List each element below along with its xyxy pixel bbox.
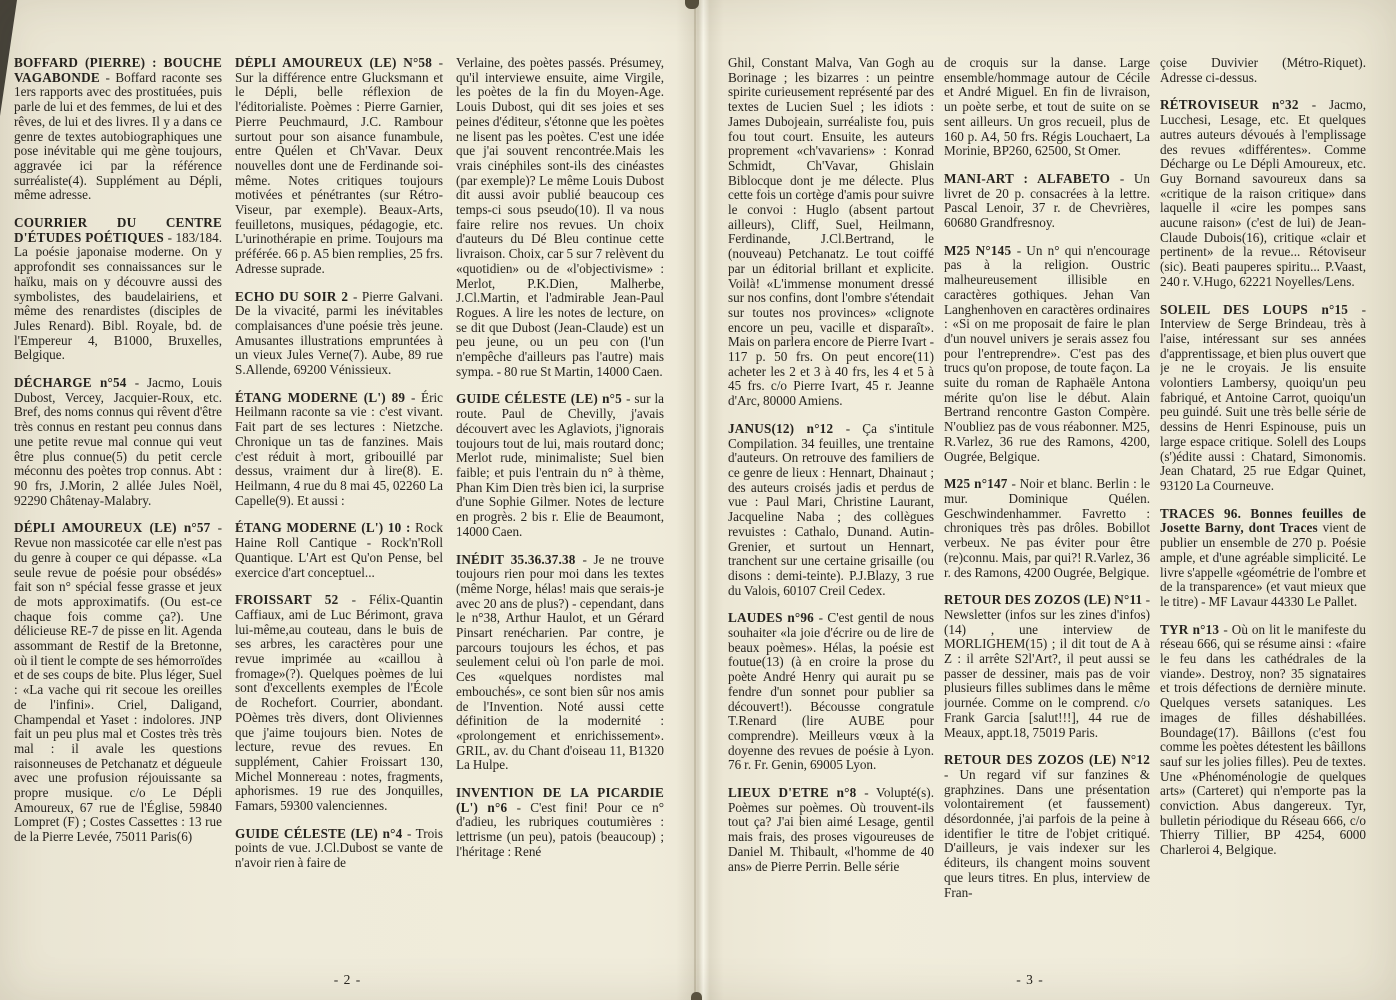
- entry-title: TYR n°13: [1160, 621, 1224, 637]
- entry-title: INVENTION DE LA PICARDIE (L') n°6: [456, 785, 664, 815]
- text-column: [1160, 56, 1366, 971]
- review-entry: INÉDIT 35.36.37.38 - Je ne trouve toujours rien pour moi dans les textes (même Norge, hélas! mais que serais-je avec 20 ans de plus?) - cependant, dans le n°38, Arthur Haulot, et un Gérard Pinsart renécharien. Par contre, je parcours toujours les échos, et pas seulement celui où l'on parle de moi. Ces «quelques nordistes mal embouchés», ce sont bien sûr nos amis de l'Invention. Noté aussi cette définition de la modernité : «prolongement et enrichissement». GRIL, av. du Chant d'oiseau 11, B1320 La Hulpe.: [456, 551, 664, 773]
- page-left: [0, 0, 695, 1000]
- review-entry: RETOUR DES ZOZOS (LE) N°12 - Un regard vif sur fanzines & graphzines. Dans une présentation volontairement (et faussement) désordonnée, j'ai parfois de la peine à identifier le titre de l'objet critiqué. D'ailleurs, je vais indexer sur les éditeurs, ils changent moins souvent que leurs titres. En plus, interview de Fran-: [944, 752, 1150, 900]
- entry-title: ECHO DU SOIR 2: [235, 288, 353, 304]
- fold-notch-top: [685, 0, 699, 9]
- review-entry: SOLEIL DES LOUPS n°15 - Interview de Serge Brindeau, très à l'aise, intéressant sur ses années d'apprentissage, et bien plus ouvert que je ne le croyais. Je lis ensuite volontiers Lambersy, quoiqu'un peu fabriqué, et Antoine Carrot, quoiqu'un peu guindé. Suit une très belle série de dessins de Henri Espinouse, puis un large espace critique. Solell des Loups (s')édite aussi : Chatard, Simonomis. Jean Chatard, 25 rue Edgar Quinet, 93120 La Courneuve.: [1160, 301, 1366, 493]
- entry-title: BOFFARD (PIERRE) : BOUCHE VAGABONDE: [14, 56, 222, 85]
- text-column: [235, 56, 443, 971]
- review-entry: GUIDE CÉLESTE (LE) n°4 - Trois points de vue. J.Cl.Dubost se vante de n'avoir rien à faire de: [235, 825, 443, 871]
- entry-title: LAUDES n°96: [728, 610, 819, 626]
- entry-title: FROISSART 52: [235, 592, 352, 608]
- page-right-columns: [728, 56, 1366, 971]
- review-entry: DÉPLI AMOUREUX (LE) n°57 - Revue non massicotée car elle n'est pas du genre à couper ce qui dépasse. «La seule revue de poésie pour obsédés» fait son n° spécial fesse grasse et jeux de mots approximatifs. (Ou est-ce chaque fois comme ça?). Une délicieuse RE-7 de pisse en lit. Agenda assommant de Restif de la Bretonne, où il tient le compte de ses hémorroïdes et de ses coups de bite. Plus léger, Suel : «La vache qui rit secoue les oreilles de l'infini». Criel, Daligand, Champendal et Yaset : indolores. JNP fait un peu plus mal et Costes très très mal : il avale les questions raisonneuses de Petchanatz et dégueule avec une profusion réjouissante sa propre musique. c/o Le Dépli Amoureux, 67 rue de l'Église, 59840 Lompret (F) ; Costes Cassettes : 13 rue de la Pierre Levée, 75011 Paris(6): [14, 520, 222, 845]
- review-entry: INVENTION DE LA PICARDIE (L') n°6 - C'est fini! Pour ce n° d'adieu, les rubriques coutumières : lettrisme (un peu), patois (beaucoup) ; l'héritage : René: [456, 785, 664, 859]
- entry-title: ÉTANG MODERNE (L') 10 :: [235, 520, 416, 536]
- page-number-left: - 2 -: [333, 972, 362, 987]
- page-left-columns: [14, 56, 664, 971]
- review-entry: ECHO DU SOIR 2 - Pierre Galvani. De la vivacité, parmi les inévitables complaisances d'une poésie très jeune. Amusantes illustrations empruntées à un vieux Jules Verne(7). Aube, 89 rue S.Allende, 69200 Vénissieux.: [235, 288, 443, 378]
- review-entry: M25 N°145 - Un n° qui n'encourage pas à la religion. Oustric malheureusement illisible en caractères gothiques. Jehan Van Langhenhoven en caractères ordinaires : «Si on me proposait de faire le plan d'un nouvel univers je serais assez fou pour l'entreprendre». C'est pas des trucs qu'on propose, de toute façon. La suite du roman de Raphaële Antona mérite qu'on lise le début. Alain Bertrand rencontre Gaston Compère. N'oubliez pas de vous réabonner. M25, R.Varlez, 36 rue des Ramons, 4200, Ougrée, Belgique.: [944, 242, 1150, 464]
- review-entry: BOFFARD (PIERRE) : BOUCHE VAGABONDE - Boffard raconte ses 1ers rapports avec des prostituées, puis parle de lui et des femmes, de lui et des rêves, de lui et des livres. Il y a dans ce genre de textes autobiographiques une pose inévitable qui me gène toujours, aggravée ici par la référence surréaliste(4). Supplément au Dépli, même adresse.: [14, 56, 222, 203]
- review-entry: COURRIER DU CENTRE D'ÉTUDES POÉTIQUES - 183/184. La poésie japonaise moderne. On y approfondit ses connaissances sur le haïku, mais on y découvre aussi des symbolistes, des baudelairiens, et même des renardistes (disciples de Jules Renard). Bibl. Royale, bd. de l'Empereur 4, B1000, Bruxelles, Belgique.: [14, 215, 222, 363]
- entry-title: DÉPLI AMOUREUX (LE) N°58: [235, 56, 439, 70]
- review-entry: ÉTANG MODERNE (L') 89 - Éric Heilmann raconte sa vie : c'est vivant. Fait part de ses lectures : Nietzche. Chronique un tas de fanzines. Mais c'est réduit à mort, gribouillé par dessus, vraiment dur à lire(8). E. Heilmann, 4 rue du 8 mai 45, 02260 La Capelle(9). Et aussi :: [235, 389, 443, 508]
- review-entry: RETOUR DES ZOZOS (LE) N°11 - Newsletter (infos sur les zines d'infos)(14) , une interview de MORLIGHEM(15) ; il dit tout de A à Z : il arrête S2l'Art?, il peut aussi se passer de dessiner, mais pas de voir plusieurs filles sublimes dans le même journée. Comme on le comprend. c/o Frank Garcia [salut!!!], 44 rue de Meaux, appt.18, 75019 Paris.: [944, 592, 1150, 740]
- review-entry: RÉTROVISEUR n°32 - Jacmo, Lucchesi, Lesage, etc. Et quelques autres auteurs dévoués à l'emplissage des revues «différentes». Comme Décharge ou Le Dépli Amoureux, etc. Guy Bornand savoureux dans sa «critique de la raison critique» dans laquelle il «cire les pompes sans aucune raison» (c'est de lui) de Jean-Claude Dubois(16), critique «clair et pertinent» de la revue... Rétoviseur (sic). Beati pauperes spiritu... P.Vaast, 240 r. V.Hugo, 62221 Noyelles/Lens.: [1160, 97, 1366, 289]
- review-entry: JANUS(12) n°12 - Ça s'intitule Compilation. 34 feuilles, une trentaine d'auteurs. On retrouve des familiers de ce genre de lieux : Hennart, Dhainaut ; des auteurs croisés jadis et perdus de vue : Paul Mari, Christine Laurant, Jacqueline Naba ; des collègues revuistes : Cathalo, Dunand. Autin-Grenier, et surtout un Hennart, tranchent sur une certaine grisaille (ou disons : demi-teinte). P.J.Blazy, 3 rue du Valois, 60107 Creil Cedex.: [728, 420, 934, 598]
- entry-title: GUIDE CÉLESTE (LE) n°5: [456, 391, 627, 407]
- entry-title: SOLEIL DES LOUPS n°15: [1160, 301, 1362, 317]
- entry-title: M25 N°145: [944, 242, 1017, 258]
- entry-title: JANUS(12) n°12: [728, 420, 846, 436]
- review-entry: DÉCHARGE n°54 - Jacmo, Louis Dubost, Vercey, Jacquier-Roux, etc. Bref, des noms connus qui rêvent d'être très connus en restant peu connus dans une petite revue mal connue qui veut être plus connue(5) du petit cercle méconnu des poètes trop connus. Abt : 90 frs, J.Morin, 2 allée Jules Noël, 92290 Châtenay-Malabry.: [14, 375, 222, 508]
- entry-title: RÉTROVISEUR n°32: [1160, 97, 1312, 113]
- entry-title: RETOUR DES ZOZOS (LE) N°12: [944, 752, 1150, 768]
- entry-title: INÉDIT 35.36.37.38: [456, 551, 583, 567]
- review-entry: çoise Duvivier (Métro-Riquet). Adresse ci-dessus.: [1160, 56, 1366, 85]
- page-number-right: - 3 -: [1016, 972, 1044, 987]
- text-column: [728, 56, 934, 971]
- entry-title: COURRIER DU CENTRE D'ÉTUDES POÉTIQUES: [14, 215, 222, 245]
- entry-title: MANI-ART : ALFABETO: [944, 170, 1120, 186]
- review-entry: M25 n°147 - Noir et blanc. Berlin : le mur. Dominique Quélen. Geschwindenhammer. Favretto : chroniques très pas drôles. Bobillot verbeux. Ne pas éviter pour être (re)connu. Mais, par qui?! R.Varlez, 36 r. des Ramons, 4200 Ougrée, Belgique.: [944, 476, 1150, 580]
- entry-title: GUIDE CÉLESTE (LE) n°4: [235, 825, 408, 841]
- page-right: [720, 0, 1380, 1000]
- text-column: [456, 56, 664, 971]
- entry-title: RETOUR DES ZOZOS (LE) N°11: [944, 592, 1146, 608]
- entry-title: M25 n°147: [944, 476, 1012, 492]
- entry-title: DÉCHARGE n°54: [14, 375, 135, 391]
- review-entry: Verlaine, des poètes passés. Présumey, qu'il interviewe ensuite, aime Virgile, les poètes de la fin du Moyen-Age. Louis Dubost, qui dit ses joies et ses peines d'éditeur, s'étonne que les poètes ne lisent pas les poètes. C'est une idée que j'ai souvent rencontrée.Mais les vrais cinéphiles sont-ils des cinéastes (par exemple)? Le même Louis Dubost dit aussi avoir publié beaucoup ces temps-ci sous pseudo(10). Il va nous faire relire nos revues. Un choix d'auteurs du Dé Bleu continue cette livraison. Choix, car 5 sur 7 relèvent du «quotidien» ou de «l'objectivisme» : Merlot, P.K.Dien, Malherbe, J.Cl.Martin, et l'admirable Jean-Paul Rogues. A lire les notes de lecture, on se dit que Dubost (Jean-Claude) est un peu jeune, ou un peu con (l'un n'empêche d'ailleurs pas l'autre) mais sympa. - 80 rue St Martin, 14000 Caen.: [456, 56, 664, 379]
- review-entry: ÉTANG MODERNE (L') 10 : Rock Haine Roll Cantique - Rock'n'Roll Quantique. L'Art est Qu'on Pense, bel exercice d'art conceptuel...: [235, 520, 443, 580]
- text-column: [944, 56, 1150, 971]
- review-entry: de croquis sur la danse. Large ensemble/hommage autour de Cécile et André Miguel. En fin de livraison, un poète serbe, et tout de suite on se sent ailleurs. Un gros recueil, plus de 160 p. A4, 50 frs. Régis Louchaert, La Morinie, BP260, 62500, St Omer.: [944, 56, 1150, 159]
- review-entry: Ghil, Constant Malva, Van Gogh au Borinage ; les bizarres : un peintre spirite curieusement représenté par des textes de Lucien Suel ; les idiots : James Dubojeain, surréaliste fou, puis fou tout court. Ensuite, les auteurs proprement «ch'vavariens» : Konrad Schmidt, Ch'Vavar, Ghislain Biblocque dont je me délecte. Plus cette fois un cortège d'amis pour suivre le convoi : Huglo (absent partout ailleurs), Cliff, Suel, Heilmann, Ferdinande, J.Cl.Bertrand, le (nouveau) Petchanatz. Le tout coiffé par un éditorial brillant et explicite. Voilà! «L'immense monument dressé sur nos confins, dont l'ombre s'étendait sur toutes nos provinces» «clignote encore un peu, vacille et disparaît». Mais on parlera encore de Pierre Ivart - 117 p. 50 frs. On peut encore(11) acheter les 2 et 3 à 40 frs, les 4 et 5 à 45 frs. c/o Pierre Ivart, 45 r. Jeanne d'Arc, 80000 Amiens.: [728, 56, 934, 409]
- review-entry: GUIDE CÉLESTE (LE) n°5 - sur la route. Paul de Chevilly, j'avais découvert avec les Aglaviots, j'ignorais toujours tout de lui, mais routard donc; Merlot rude, minimaliste; Suel bien faible; et puis l'entrain du n° à thème, Phan Kim Dien très bien ici, la surprise d'une Sophie Gilmer. Notes de lecture en progrès. 2 bis r. Elie de Beaumont, 14000 Caen.: [456, 391, 664, 539]
- review-entry: LIEUX D'ETRE n°8 - Volupté(s). Poèmes sur poèmes. Où trouvent-ils tout ça? J'ai bien aimé Lesage, gentil mais frais, des proses vigoureuses de Daniel M. Thibault, «l'homme de 40 ans» de Pierre Perrin. Belle série: [728, 785, 934, 874]
- review-entry: MANI-ART : ALFABETO - Un livret de 20 p. consacrées à la lettre. Pascal Lenoir, 37 r. de Chevrières, 60680 Grandfresnoy.: [944, 170, 1150, 231]
- review-entry: TRACES 96. Bonnes feuilles de Josette Barny, dont Traces vient de publier un ensemble de 270 p. Poésie ample, et d'une agréable simplicité. Le livre s'appelle «géométrie de l'ombre et de la transparence» (et vaut mieux que le titre) - MF Lavaur 44330 Le Pallet.: [1160, 505, 1366, 609]
- entry-title: TRACES 96. Bonnes feuilles de Josette Barny, dont Traces: [1160, 505, 1366, 536]
- review-entry: DÉPLI AMOUREUX (LE) N°58 - Sur la différence entre Glucksmann et le Dépli, belle réflexion de l'éditorialiste. Poèmes : Pierre Garnier, Pierre Peuchmaurd, J.C. Rambour surtout pour son aisance funambule, entre Quélen et Ch'Vavar. Deux nouvelles dont une de Ferdinande soi-même. Notes critiques toujours motivées et pénétrantes (sur Rétro-Viseur, par exemple). Beaux-Arts, feuilletons, musiques, pédagogie, etc. L'urinothérapie en prime. Toujours ma préférée. 66 p. A5 bien remplies, 25 frs. Adresse suprade.: [235, 56, 443, 276]
- fold-notch-bottom: [691, 992, 702, 1000]
- entry-title: ÉTANG MODERNE (L') 89: [235, 389, 412, 405]
- text-column: [14, 56, 222, 971]
- review-entry: LAUDES n°96 - C'est gentil de nous souhaiter «la joie d'écrire ou de lire de beaux poèmes». Hélas, la poésie est foutue(13) (à en croire la prose du poète André Henry qui aurait pu se fendre d'un sonnet pour publier sa découvert!). Bécousse congratule T.Renard (lire AUBE pour comprendre). Meilleurs vœux à la doyenne des revues de poésie à Lyon. 76 r. Fr. Genin, 69005 Lyon.: [728, 610, 934, 773]
- review-entry: FROISSART 52 - Félix-Quantin Caffiaux, ami de Luc Bérimont, grava lui-même,au couteau, dans le buis de ses arbres, les caractères pour une revue imprimée au «caillou à fromage»(?). Quelques poèmes de lui sont d'excellents exemples de l'École de Rochefort. Courrier, abondant. POèmes très divers, dont Oliviennes que j'aime toujours bien. Notes de lecture, revue des revues. En supplément, Cahier Froissart 130, Michel Monnereau : notes, fragments, aphorismes. 19 rue des Jonquilles, Famars, 59300 valenciennes.: [235, 592, 443, 814]
- review-entry: TYR n°13 - Où on lit le manifeste du réseau 666, qui se résume ainsi : «faire le feu dans les cathédrales de la viande». Destroy, non? 35 signataires et trois défections de dernière minute. Quelques versets sataniques. Les images de filles déshabillées. Boundage(17). Bâillons (c'est fou comme les poètes détestent les bâillons sauf sur les jolies filles). Peu de textes. Une «Phénoménologie de quelques arts» (Carteret) qui n'emporte pas la conviction. Abus dangereux. Tyr, bulletin périodique du Réseau 666, c/o Thierry Tillier, BP 4254, 6000 Charleroi 4, Belgique.: [1160, 621, 1366, 858]
- entry-title: LIEUX D'ETRE n°8: [728, 785, 865, 801]
- entry-title: DÉPLI AMOUREUX (LE) n°57: [14, 520, 218, 536]
